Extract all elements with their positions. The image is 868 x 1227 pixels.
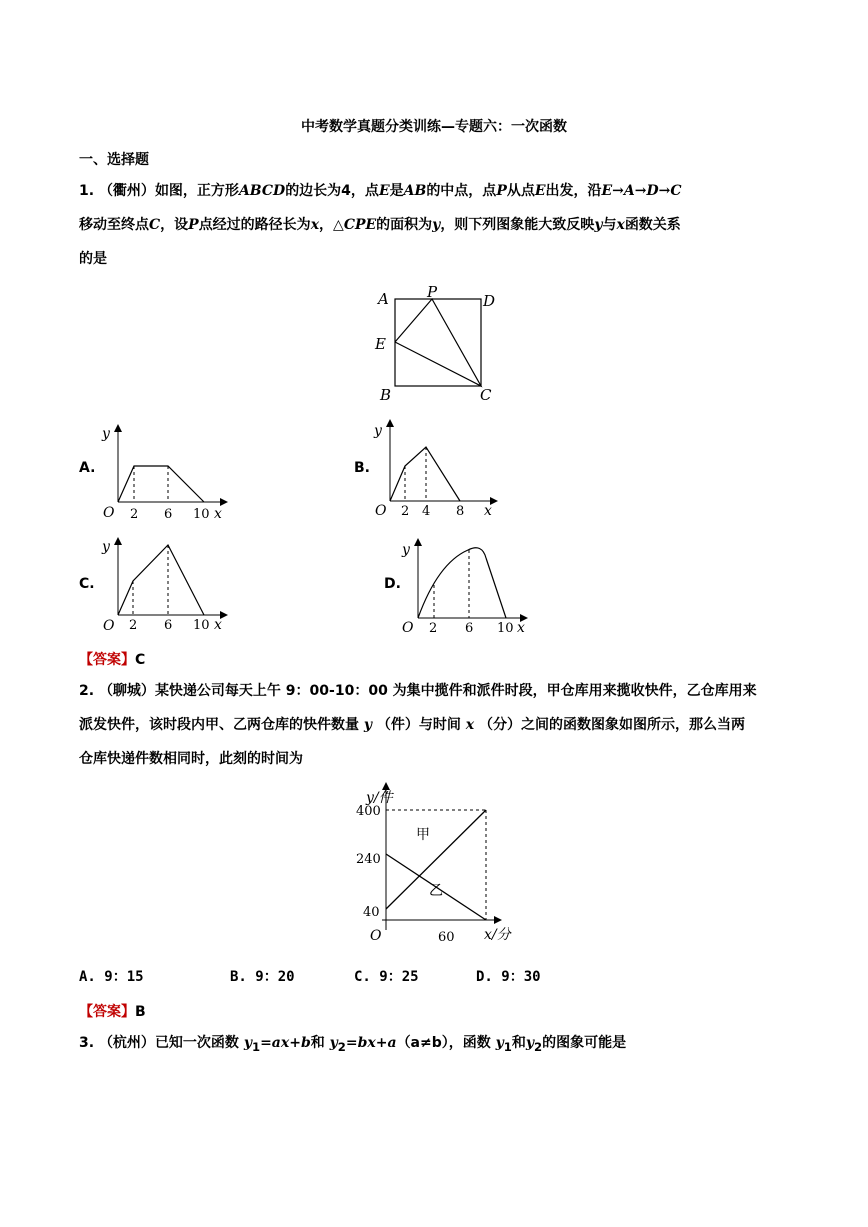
option-a-graph <box>98 424 228 522</box>
label-E: E <box>375 335 386 353</box>
origin-label: O <box>370 928 382 944</box>
xtick-60: 60 <box>438 930 455 945</box>
ytick-240: 240 <box>356 852 381 867</box>
option-b-graph <box>372 419 502 521</box>
svg-text:y: y <box>402 542 410 558</box>
svg-text:x: x <box>484 503 492 519</box>
series-label-yi: 乙 <box>429 883 443 899</box>
page-title: 中考数学真题分类训练—专题六：一次函数 <box>301 119 567 135</box>
svg-text:y: y <box>374 423 382 439</box>
option-c-text: C. 9：25 <box>354 969 419 985</box>
svg-text:x: x <box>214 617 222 633</box>
option-b-text: B. 9：20 <box>230 969 295 985</box>
option-d-label: D. <box>384 576 401 592</box>
svg-text:x: x <box>214 506 222 522</box>
option-c-graph <box>98 537 228 635</box>
svg-text:O: O <box>375 503 387 519</box>
svg-text:4: 4 <box>422 504 431 519</box>
ytick-40: 40 <box>363 905 380 920</box>
option-c-label: C. <box>79 576 95 592</box>
answer-2: 【答案】B <box>79 1004 146 1020</box>
question-1-line-1: 1. （衢州）如图，正方形ABCD的边长为4，点E是AB的中点，点P从点E出发，沿E→A→D→C <box>79 183 682 199</box>
question-2-line-1: 2. （聊城）某快递公司每天上午 9：00-10：00 为集中揽件和派件时段，甲仓库用来揽收快件，乙仓库用来 <box>79 683 757 699</box>
answer-1: 【答案】C <box>79 652 146 668</box>
question-3-text: 3. （杭州）已知一次函数 $y_1=ax+b$和 $y_2=bx+a(a\ne b)$，函数 $y_1$和$y_2$的图象可能是 <box>79 1035 627 1054</box>
y-axis-label: y/件 <box>366 790 393 806</box>
svg-text:10: 10 <box>193 507 210 522</box>
x-axis-arrow <box>494 916 502 924</box>
option-d-text: D. 9：30 <box>476 969 541 985</box>
option-b-label: B. <box>354 460 370 476</box>
svg-text:6: 6 <box>465 621 474 636</box>
y-axis-arrow <box>382 782 390 790</box>
x-axis-label: x/分 <box>484 927 511 943</box>
svg-text:y: y <box>102 426 110 442</box>
svg-text:O: O <box>103 618 115 634</box>
question-1-line-2: 移动至终点C，设P点经过的路径长为x，△CPE的面积为y，则下列图象能大致反映y与x函数关系 <box>79 217 681 233</box>
svg-text:8: 8 <box>456 504 465 519</box>
label-A: A <box>378 290 389 308</box>
svg-text:10: 10 <box>193 618 210 633</box>
series-label-jia: 甲 <box>416 827 430 843</box>
square-figure <box>370 284 510 408</box>
question-1-line-3: 的是 <box>79 251 107 267</box>
svg-text:y: y <box>102 539 110 555</box>
svg-text:2: 2 <box>130 507 139 522</box>
question-2-line-2: 派发快件，该时段内甲、乙两仓库的快件数量 y （件）与时间 x （分）之间的函数图象如图所示，那么当两 <box>79 717 745 733</box>
svg-text:2: 2 <box>401 504 410 519</box>
ytick-400: 400 <box>356 804 381 819</box>
svg-text:10: 10 <box>497 621 514 636</box>
svg-text:6: 6 <box>164 507 173 522</box>
svg-text:O: O <box>402 620 414 636</box>
option-a-label: A. <box>79 460 96 476</box>
question-1-text <box>79 174 791 276</box>
option-a-text: A. 9：15 <box>79 969 144 985</box>
question-2-line-3: 仓库快递件数相同时，此刻的时间为 <box>79 751 303 767</box>
label-C: C <box>480 386 492 404</box>
svg-text:x: x <box>517 620 525 636</box>
section-heading: 一、选择题 <box>79 152 149 168</box>
label-P: P <box>427 284 438 301</box>
option-d-graph <box>400 538 530 636</box>
svg-text:O: O <box>103 505 115 521</box>
svg-text:2: 2 <box>129 618 138 633</box>
label-D: D <box>483 292 496 310</box>
svg-text:2: 2 <box>429 621 438 636</box>
label-B: B <box>380 386 392 404</box>
svg-text:6: 6 <box>164 618 173 633</box>
question-2-text <box>79 674 791 776</box>
q2-chart <box>350 782 530 948</box>
